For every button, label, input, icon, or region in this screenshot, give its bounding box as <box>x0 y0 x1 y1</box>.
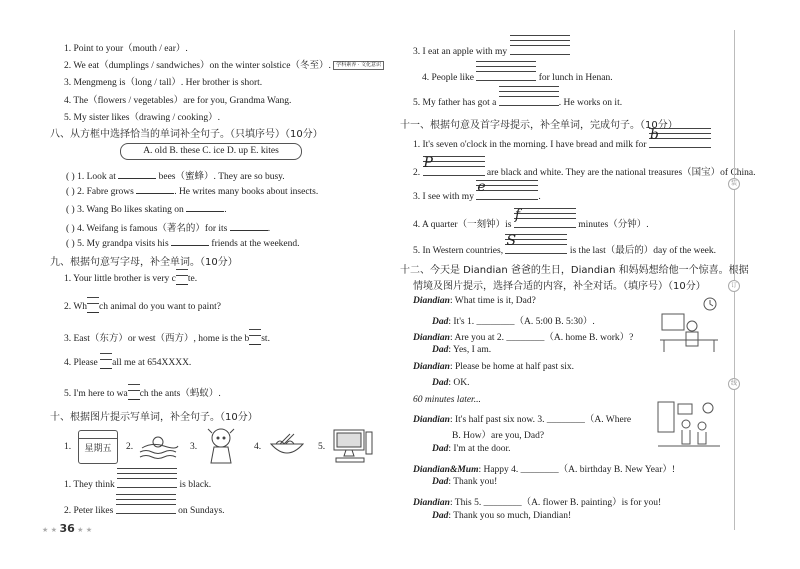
dialog-line <box>413 461 675 475</box>
hint-item <box>413 155 756 178</box>
speaker: Diandian <box>413 415 450 425</box>
office-illustration <box>658 296 722 354</box>
word-item-pre: 1. They think <box>64 480 118 490</box>
dialog-line <box>413 494 661 508</box>
hint-item <box>413 179 541 202</box>
fill-item-pre: ( ) 1. Look at <box>66 172 119 182</box>
speaker: Dad <box>432 317 449 327</box>
dialog-text: : I'm at the door. <box>448 444 511 454</box>
speaker: Dad <box>432 511 449 521</box>
letter-item <box>64 358 191 369</box>
letter-blank[interactable] <box>128 389 140 400</box>
dialog-line <box>413 411 631 425</box>
fill-item-post: . He writes many books about insects. <box>174 187 319 197</box>
blank-line[interactable] <box>171 237 209 246</box>
choice-item: 3. Mengmeng is（long / tall）. Her brother is short. <box>64 78 263 88</box>
letter-blank[interactable] <box>87 302 99 313</box>
hint-item <box>413 207 649 230</box>
section-9-title: 九、根据句意写字母，补全单词。（10分） <box>50 257 238 268</box>
calendar-icon <box>78 430 118 464</box>
hint-item <box>413 233 717 256</box>
letter-blank[interactable] <box>100 358 112 369</box>
hint-letter: P <box>423 155 433 171</box>
four-line-blank[interactable] <box>510 45 570 54</box>
dialog-text: : What time is it, Dad? <box>449 296 536 306</box>
hint-item-pre: 5. In Western countries, <box>413 246 506 256</box>
fill-item-pre: ( ) 5. My grandpa visits his <box>66 239 172 249</box>
four-line-blank[interactable] <box>476 179 538 199</box>
pic-label: 3. <box>190 442 198 452</box>
section-10-title: 十、根据图片提示写单词，补全句子。（10分） <box>50 412 258 423</box>
fill-item-post: bees（蜜蜂）. They are so busy. <box>156 172 285 182</box>
page-number: ★ ★ 36 ★ ★ <box>42 522 93 535</box>
letter-item-post: st. <box>261 334 270 344</box>
fill-item <box>66 203 227 215</box>
pic-label: 1. <box>64 442 72 452</box>
blank-line[interactable] <box>118 170 156 179</box>
blank-line[interactable] <box>136 185 174 194</box>
fill-item-post: friends at the weekend. <box>209 239 300 249</box>
speaker: Dad <box>432 477 449 487</box>
letter-item-pre: 5. I'm here to wa <box>64 389 128 399</box>
hint-item-post: minutes（分钟）. <box>575 220 649 230</box>
choice-item: 1. Point to your（mouth / ear）. <box>64 44 188 54</box>
dialog-text: : This 5. ________（A. flower B. painting）is for you! <box>449 498 662 508</box>
hint-letter: b <box>649 127 659 143</box>
letter-item-pre: 1. Your little brother is very c <box>64 274 176 284</box>
section-12-title-cont: 情境及图片提示，选择合适的内容，补全对话。（填序号）（10分） <box>413 281 706 292</box>
choice-item-text: 2. We eat（dumplings / sandwiches）on the winter solstice（冬至）. <box>64 61 331 71</box>
letter-item <box>64 302 221 313</box>
letter-item-pre: 4. Please <box>64 358 101 368</box>
dialog-line <box>452 427 544 441</box>
speaker: Diandian <box>413 333 450 343</box>
four-line-blank[interactable] <box>476 71 536 80</box>
dialog-text: : Yes, I am. <box>448 345 492 355</box>
choice-item: 4. The（flowers / vegetables）are for you, Grandma Wang. <box>64 96 292 106</box>
blank-line[interactable] <box>230 222 268 231</box>
word-item-post: . He works on it. <box>558 98 623 108</box>
letter-blank[interactable] <box>176 274 188 285</box>
four-line-blank[interactable] <box>514 207 576 227</box>
section-8-title: 八、从方框中选择恰当的单词补全句子。（只填序号）（10分） <box>50 129 323 140</box>
dialog-text: : OK. <box>448 378 470 388</box>
hint-item-pre: 4. A quarter（一刻钟）is <box>413 220 514 230</box>
hint-letter: f <box>514 207 520 223</box>
dialog-text: : Are you at 2. ________（A. home B. work）? <box>449 333 634 343</box>
dialog-text: : It's half past six now. 3. ________（A. Where <box>449 415 632 425</box>
word-item-pre: 5. My father has got a <box>413 98 499 108</box>
binding-mark: 线 <box>728 378 740 390</box>
culture-badge: 学科素养 · 文化意识 <box>333 61 384 70</box>
section-11-title: 十一、根据句意及首字母提示，补全单词，完成句子。（10分） <box>400 120 678 131</box>
dialog-line <box>413 296 536 306</box>
dialog-text: B. How）are you, Dad? <box>452 431 545 441</box>
word-bank: A. old B. these C. ice D. up E. kites <box>120 143 302 160</box>
word-item <box>413 96 622 108</box>
letter-item-post: ch the ants（蚂蚁）. <box>139 389 221 399</box>
letter-item-post: all me at 654XXXX. <box>112 358 192 368</box>
four-line-blank[interactable] <box>117 478 177 487</box>
letter-item <box>64 274 197 285</box>
hint-item-post: are black and white. They are the national treasures（国宝）of China. <box>484 168 756 178</box>
swimming-icon <box>138 432 180 462</box>
fill-item <box>66 168 285 182</box>
noodles-icon <box>268 432 306 460</box>
time-note: 60 minutes later... <box>413 395 481 405</box>
binding-mark: 订 <box>728 280 740 292</box>
fill-item <box>66 185 318 197</box>
fill-item <box>66 220 270 234</box>
dialog-text: : Thank you! <box>448 477 498 487</box>
dialog-line <box>432 444 511 454</box>
dialog-line <box>413 362 574 372</box>
word-item-pre: 3. I eat an apple with my <box>413 47 510 57</box>
letter-item <box>64 330 270 345</box>
binding-mark: 装 <box>728 178 740 190</box>
word-item <box>64 504 225 516</box>
hint-item-post: . <box>538 192 541 202</box>
word-item-post: for lunch in Henan. <box>536 73 613 83</box>
word-item <box>413 45 570 57</box>
fill-item-pre: ( ) 3. Wang Bo likes skating on <box>66 205 187 215</box>
calendar-text: 星期五 <box>84 444 112 454</box>
four-line-blank[interactable] <box>499 96 559 105</box>
letter-item <box>64 385 221 400</box>
four-line-blank[interactable] <box>116 504 176 513</box>
hint-item <box>413 127 711 150</box>
blank-line[interactable] <box>186 203 224 212</box>
fill-item <box>66 237 300 249</box>
speaker: Dad <box>432 378 449 388</box>
speaker: Dad <box>432 345 449 355</box>
letter-item-pre: 3. East（东方）or west（西方）, home is the b <box>64 334 250 344</box>
pic-label: 5. <box>318 442 326 452</box>
speaker: Dad <box>432 444 449 454</box>
four-line-blank[interactable] <box>649 127 711 147</box>
section-12-title: 十二、今天是 Diandian 爸爸的生日，Diandian 和妈妈想给他一个惊喜。根据 <box>400 265 749 276</box>
word-item-pre: 4. People like <box>422 73 477 83</box>
choice-item: 5. My sister likes（drawing / cooking）. <box>64 113 220 123</box>
hint-item-pre: 1. It's seven o'clock in the morning. I have bread and milk for <box>413 140 649 150</box>
word-item-post: is black. <box>177 480 212 490</box>
four-line-blank[interactable] <box>505 233 567 253</box>
hint-item-post: is the last（最后的）day of the week. <box>567 246 717 256</box>
word-item-post: on Sundays. <box>175 506 225 516</box>
word-item <box>422 71 613 83</box>
dialog-line <box>432 313 595 327</box>
letter-blank[interactable] <box>249 334 261 345</box>
dialog-text: : Thank you so much, Diandian! <box>448 511 572 521</box>
letter-item-post: ch animal do you want to paint? <box>99 302 221 312</box>
fill-item-post: . <box>267 224 271 234</box>
pic-label: 4. <box>254 442 262 452</box>
letter-item-pre: 2. Wh <box>64 302 88 312</box>
home-illustration <box>656 400 722 450</box>
hint-item-pre: 2. <box>413 168 423 178</box>
dialog-line <box>413 329 633 343</box>
pic-label: 2. <box>126 442 134 452</box>
hint-item-pre: 3. I see with my <box>413 192 477 202</box>
dialog-line <box>432 345 491 355</box>
letter-item-post: te. <box>187 274 198 284</box>
dialog-text: : Happy 4. ________（A. birthday B. New Year）! <box>478 465 676 475</box>
fill-item-pre: ( ) 4. Weifang is famous（著名的）for its <box>66 224 230 234</box>
hint-letter: e <box>477 179 486 195</box>
word-item <box>64 478 211 490</box>
dialog-line <box>432 378 470 388</box>
four-line-blank[interactable] <box>423 155 485 175</box>
girl-icon <box>204 425 238 465</box>
dialog-text: : It's 1. ________（A. 5:00 B. 5:30）. <box>448 317 595 327</box>
dialog-text: : Please be home at half past six. <box>449 362 574 372</box>
hint-letter: S <box>506 233 517 249</box>
word-item-pre: 2. Peter likes <box>64 506 116 516</box>
fill-item-post: . <box>224 205 227 215</box>
dialog-line <box>432 477 497 487</box>
speaker: Diandian <box>413 498 450 508</box>
fill-item-pre: ( ) 2. Fabre grows <box>66 187 137 197</box>
speaker: Diandian&Mum <box>413 465 479 475</box>
speaker: Diandian <box>413 362 450 372</box>
choice-item <box>64 57 384 71</box>
computer-icon <box>332 428 374 464</box>
dialog-line <box>432 511 571 521</box>
speaker: Diandian <box>413 296 450 306</box>
